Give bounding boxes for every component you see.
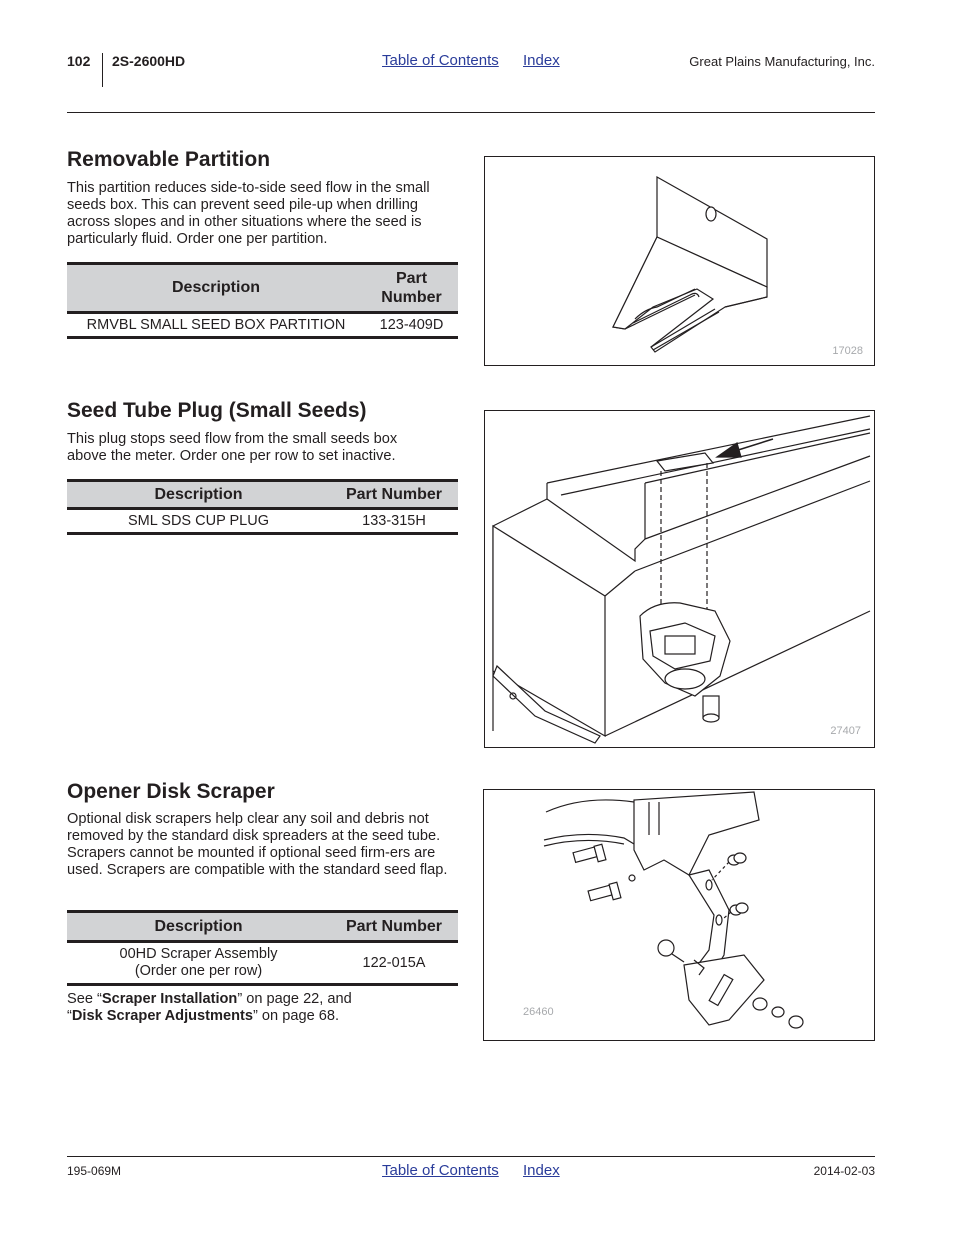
plug-illustration [485,411,874,747]
header-toc-link[interactable]: Table of Contents [382,52,499,69]
see-prefix: See “ [67,991,102,1007]
scraper-illustration [484,790,874,1040]
partition-title: Removable Partition [67,148,271,171]
publication-date: 2014-02-03 [813,1164,875,1178]
scraper-row-description [67,942,330,985]
company-name: Great Plains Manufacturing, Inc. [689,54,875,69]
footer-index-link[interactable]: Index [523,1162,560,1179]
scraper-row-part: 122-015A [362,955,426,971]
plug-body: This plug stops seed flow from the small seeds box above the meter. Order one per row to set inactive. [67,431,398,464]
partition-parts-table [67,262,458,339]
scraper-row-description-line1: 00HD Scraper Assembly [119,946,278,962]
scraper-parts-table [67,910,458,986]
partition-row-part: 123-409D [379,317,444,333]
see-open2: “ [67,1008,72,1024]
partition-illustration [485,157,874,365]
footer-rule [67,1156,875,1157]
plug-row-part: 133-315H [362,513,426,529]
plug-col-description: Description [67,481,330,509]
scraper-col-description: Description [67,912,330,942]
table-row [67,509,458,534]
partition-figure-id: 17028 [832,345,863,357]
scraper-row-description-line2: (Order one per row) [134,963,263,979]
table-row [67,313,458,338]
footer-toc-link[interactable]: Table of Contents [382,1162,499,1179]
table-row [67,942,458,985]
plug-row-description: SML SDS CUP PLUG [127,513,269,529]
see-ref-scraper-installation: Scraper Installation [101,991,238,1007]
scraper-body: Optional disk scrapers help clear any soil and debris not removed by the standard disk spreaders at the seed tube. Scrapers cannot be mounted if optional seed firm-ers are used. Scrapers are compatible with the standard seed flap. [67,811,448,878]
scraper-figure [483,789,875,1041]
plug-col-part: Part Number [330,481,458,509]
see-mid1: ” on page 22, and [237,991,352,1007]
scraper-see-also [67,991,459,1025]
header-rule [67,112,875,113]
plug-figure [484,410,875,748]
see-mid2: ” on page 68. [253,1008,340,1024]
page-number: 102 [67,53,91,69]
partition-figure [484,156,875,366]
scraper-title: Opener Disk Scraper [67,780,275,803]
plug-title: Seed Tube Plug (Small Seeds) [67,399,367,422]
doc-number: 195-069M [67,1164,122,1178]
header-index-link[interactable]: Index [523,52,560,69]
scraper-figure-id: 26460 [523,1006,554,1018]
see-ref-disk-scraper-adjustments: Disk Scraper Adjustments [71,1008,254,1024]
partition-body: This partition reduces side-to-side seed flow in the small seeds box. This can prevent seed pile-up when drilling across slopes and in other situations where the seed is particularly fluid. Order one per partition. [67,180,430,247]
header-divider [102,53,103,87]
plug-parts-table [67,479,458,535]
partition-col-description: Description [67,264,365,313]
plug-figure-id: 27407 [830,725,861,737]
scraper-col-part: Part Number [330,912,458,942]
model-name: 2S-2600HD [112,53,186,69]
partition-row-description: RMVBL SMALL SEED BOX PARTITION [86,317,346,333]
partition-col-part: Part Number [365,264,458,313]
